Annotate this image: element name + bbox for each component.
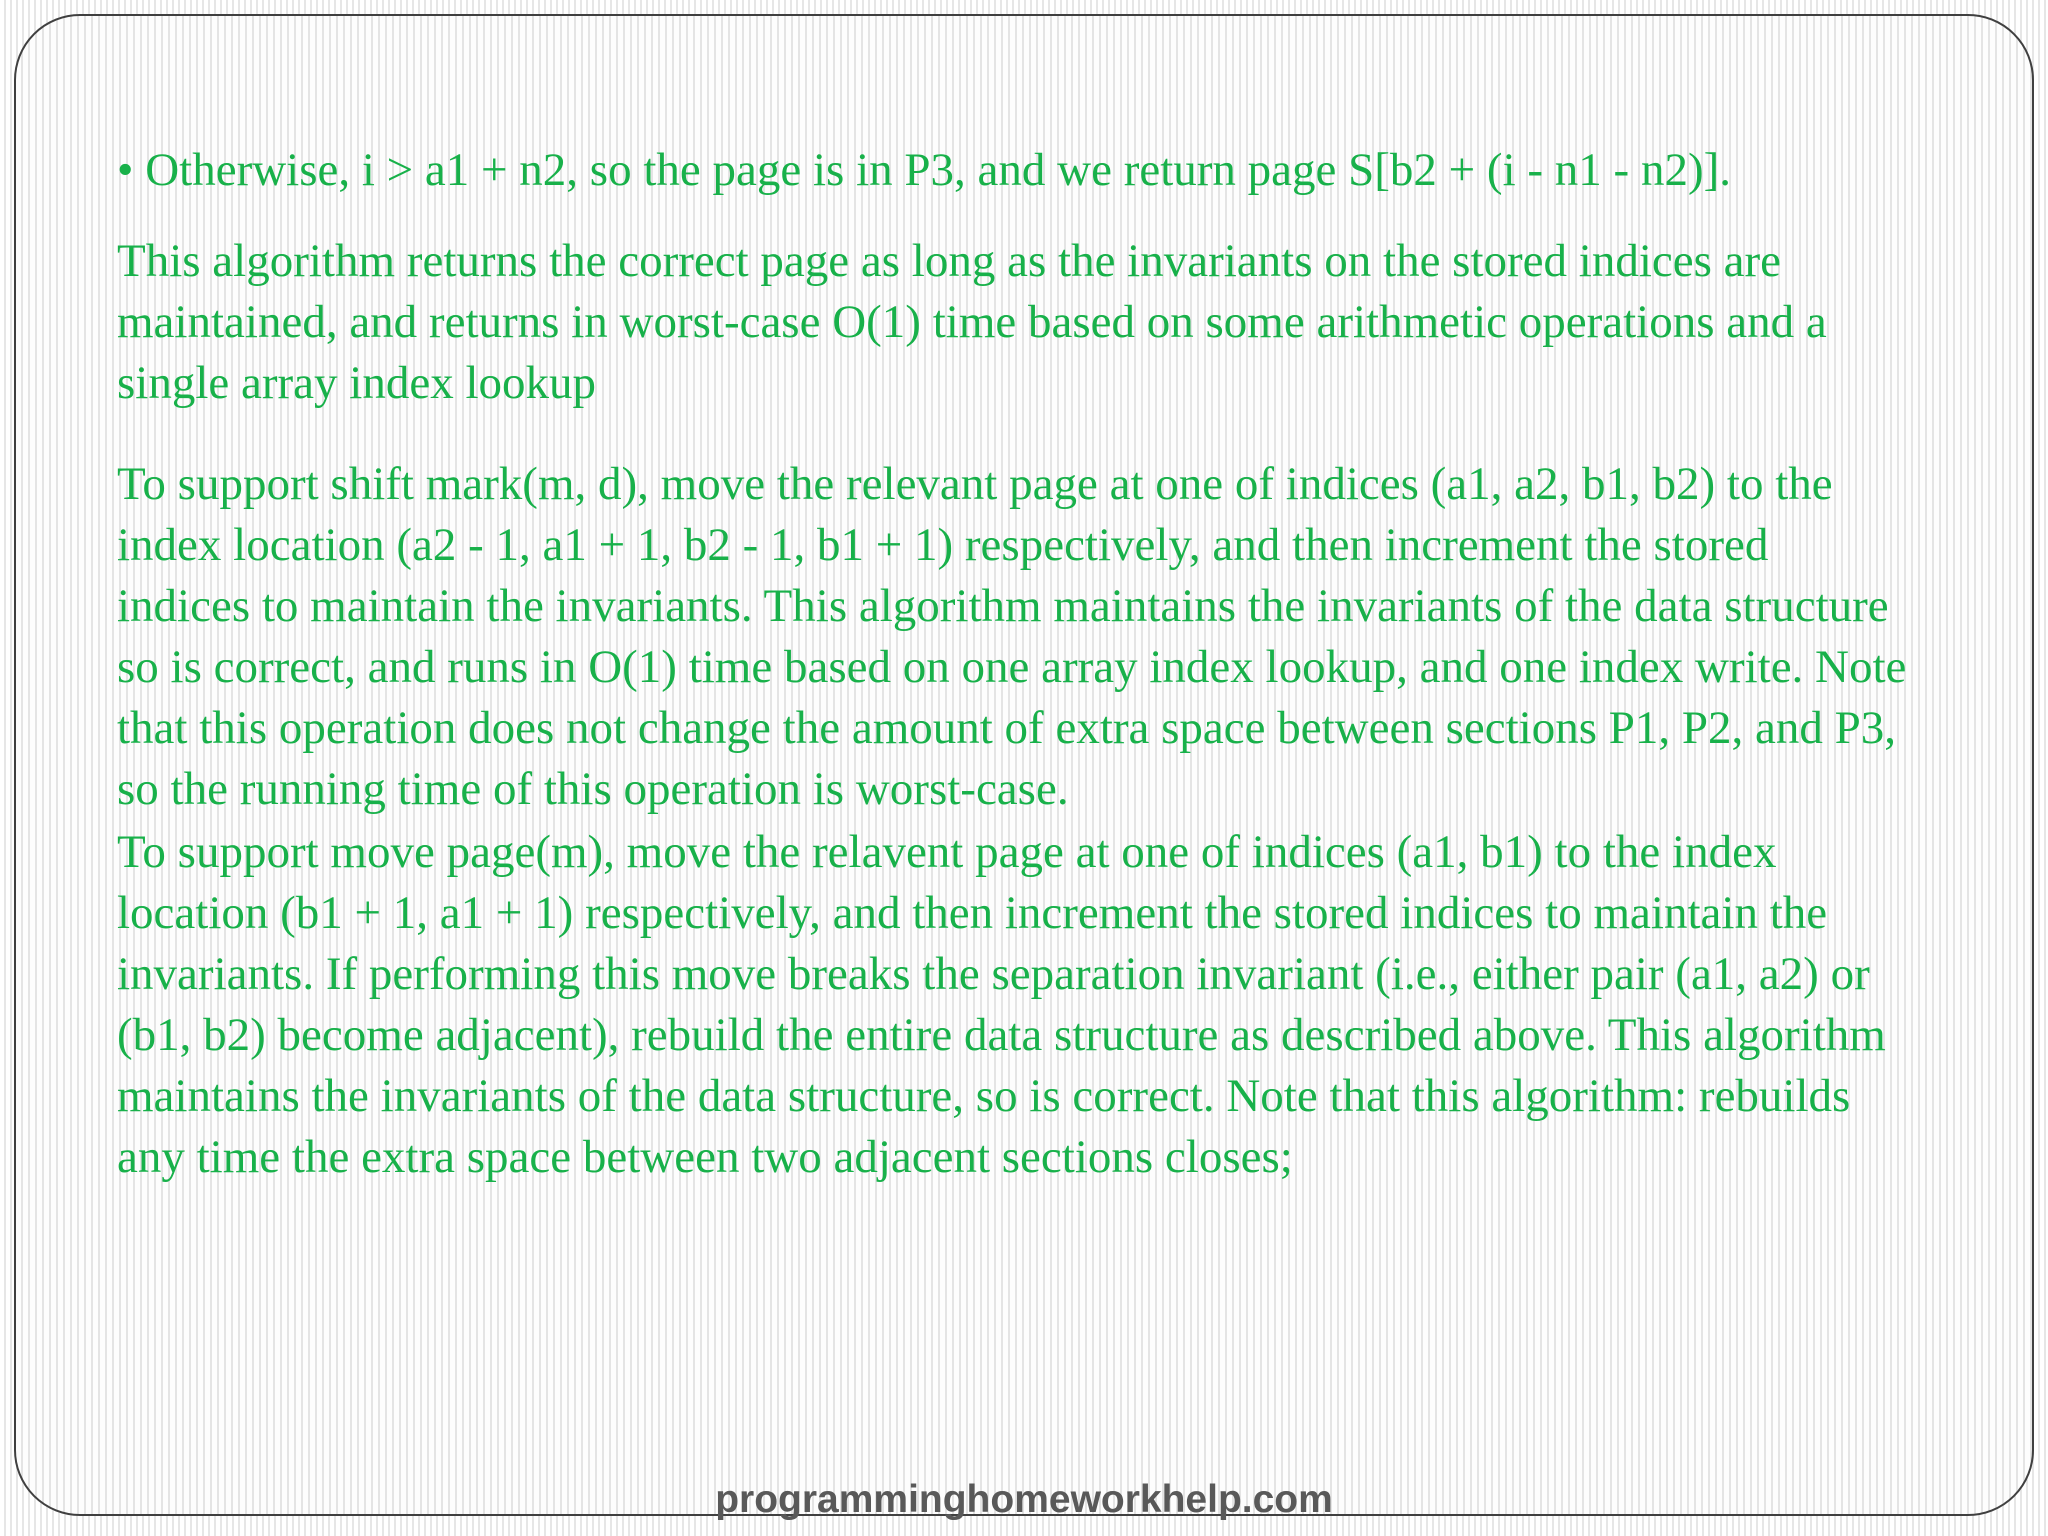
shift-mark-paragraph: To support shift mark(m, d), move the relevant page at one of indices (a1, a2, b1, b2) to the index location (a2 - 1, a1 + 1, b2 - 1, b1 + 1) respectively, and then increment the stored indices to maintain the invariants. This algorithm maintains the invariants of the data structure so is correct, and runs in O(1) time based on one array index lookup, and one index write. Note that this operation does not change the amount of extra space between sections P1, P2, and P3, so the running time of this operation is worst-case. <box>117 458 1907 815</box>
algorithm-correctness-paragraph: This algorithm returns the correct page as long as the invariants on the stored indices are maintained, and returns in worst-case O(1) time based on some arithmetic operations and a single array index lookup <box>117 235 1827 409</box>
footer-website: programminghomeworkhelp.com <box>715 1478 1333 1521</box>
bullet-paragraph: • Otherwise, i > a1 + n2, so the page is in P3, and we return page S[b2 + (i - n1 - n2)]. <box>117 144 1731 196</box>
slide-body <box>117 140 1907 1188</box>
move-page-paragraph: To support move page(m), move the relavent page at one of indices (a1, b1) to the index location (b1 + 1, a1 + 1) respectively, and then increment the stored indices to maintain the invariants. If performing this move breaks the separation invariant (i.e., either pair (a1, a2) or (b1, b2) become adjacent), rebuild the entire data structure as described above. This algorithm maintains the invariants of the data structure, so is correct. Note that this algorithm: rebuilds any time the extra space between two adjacent sections closes; <box>117 826 1886 1183</box>
